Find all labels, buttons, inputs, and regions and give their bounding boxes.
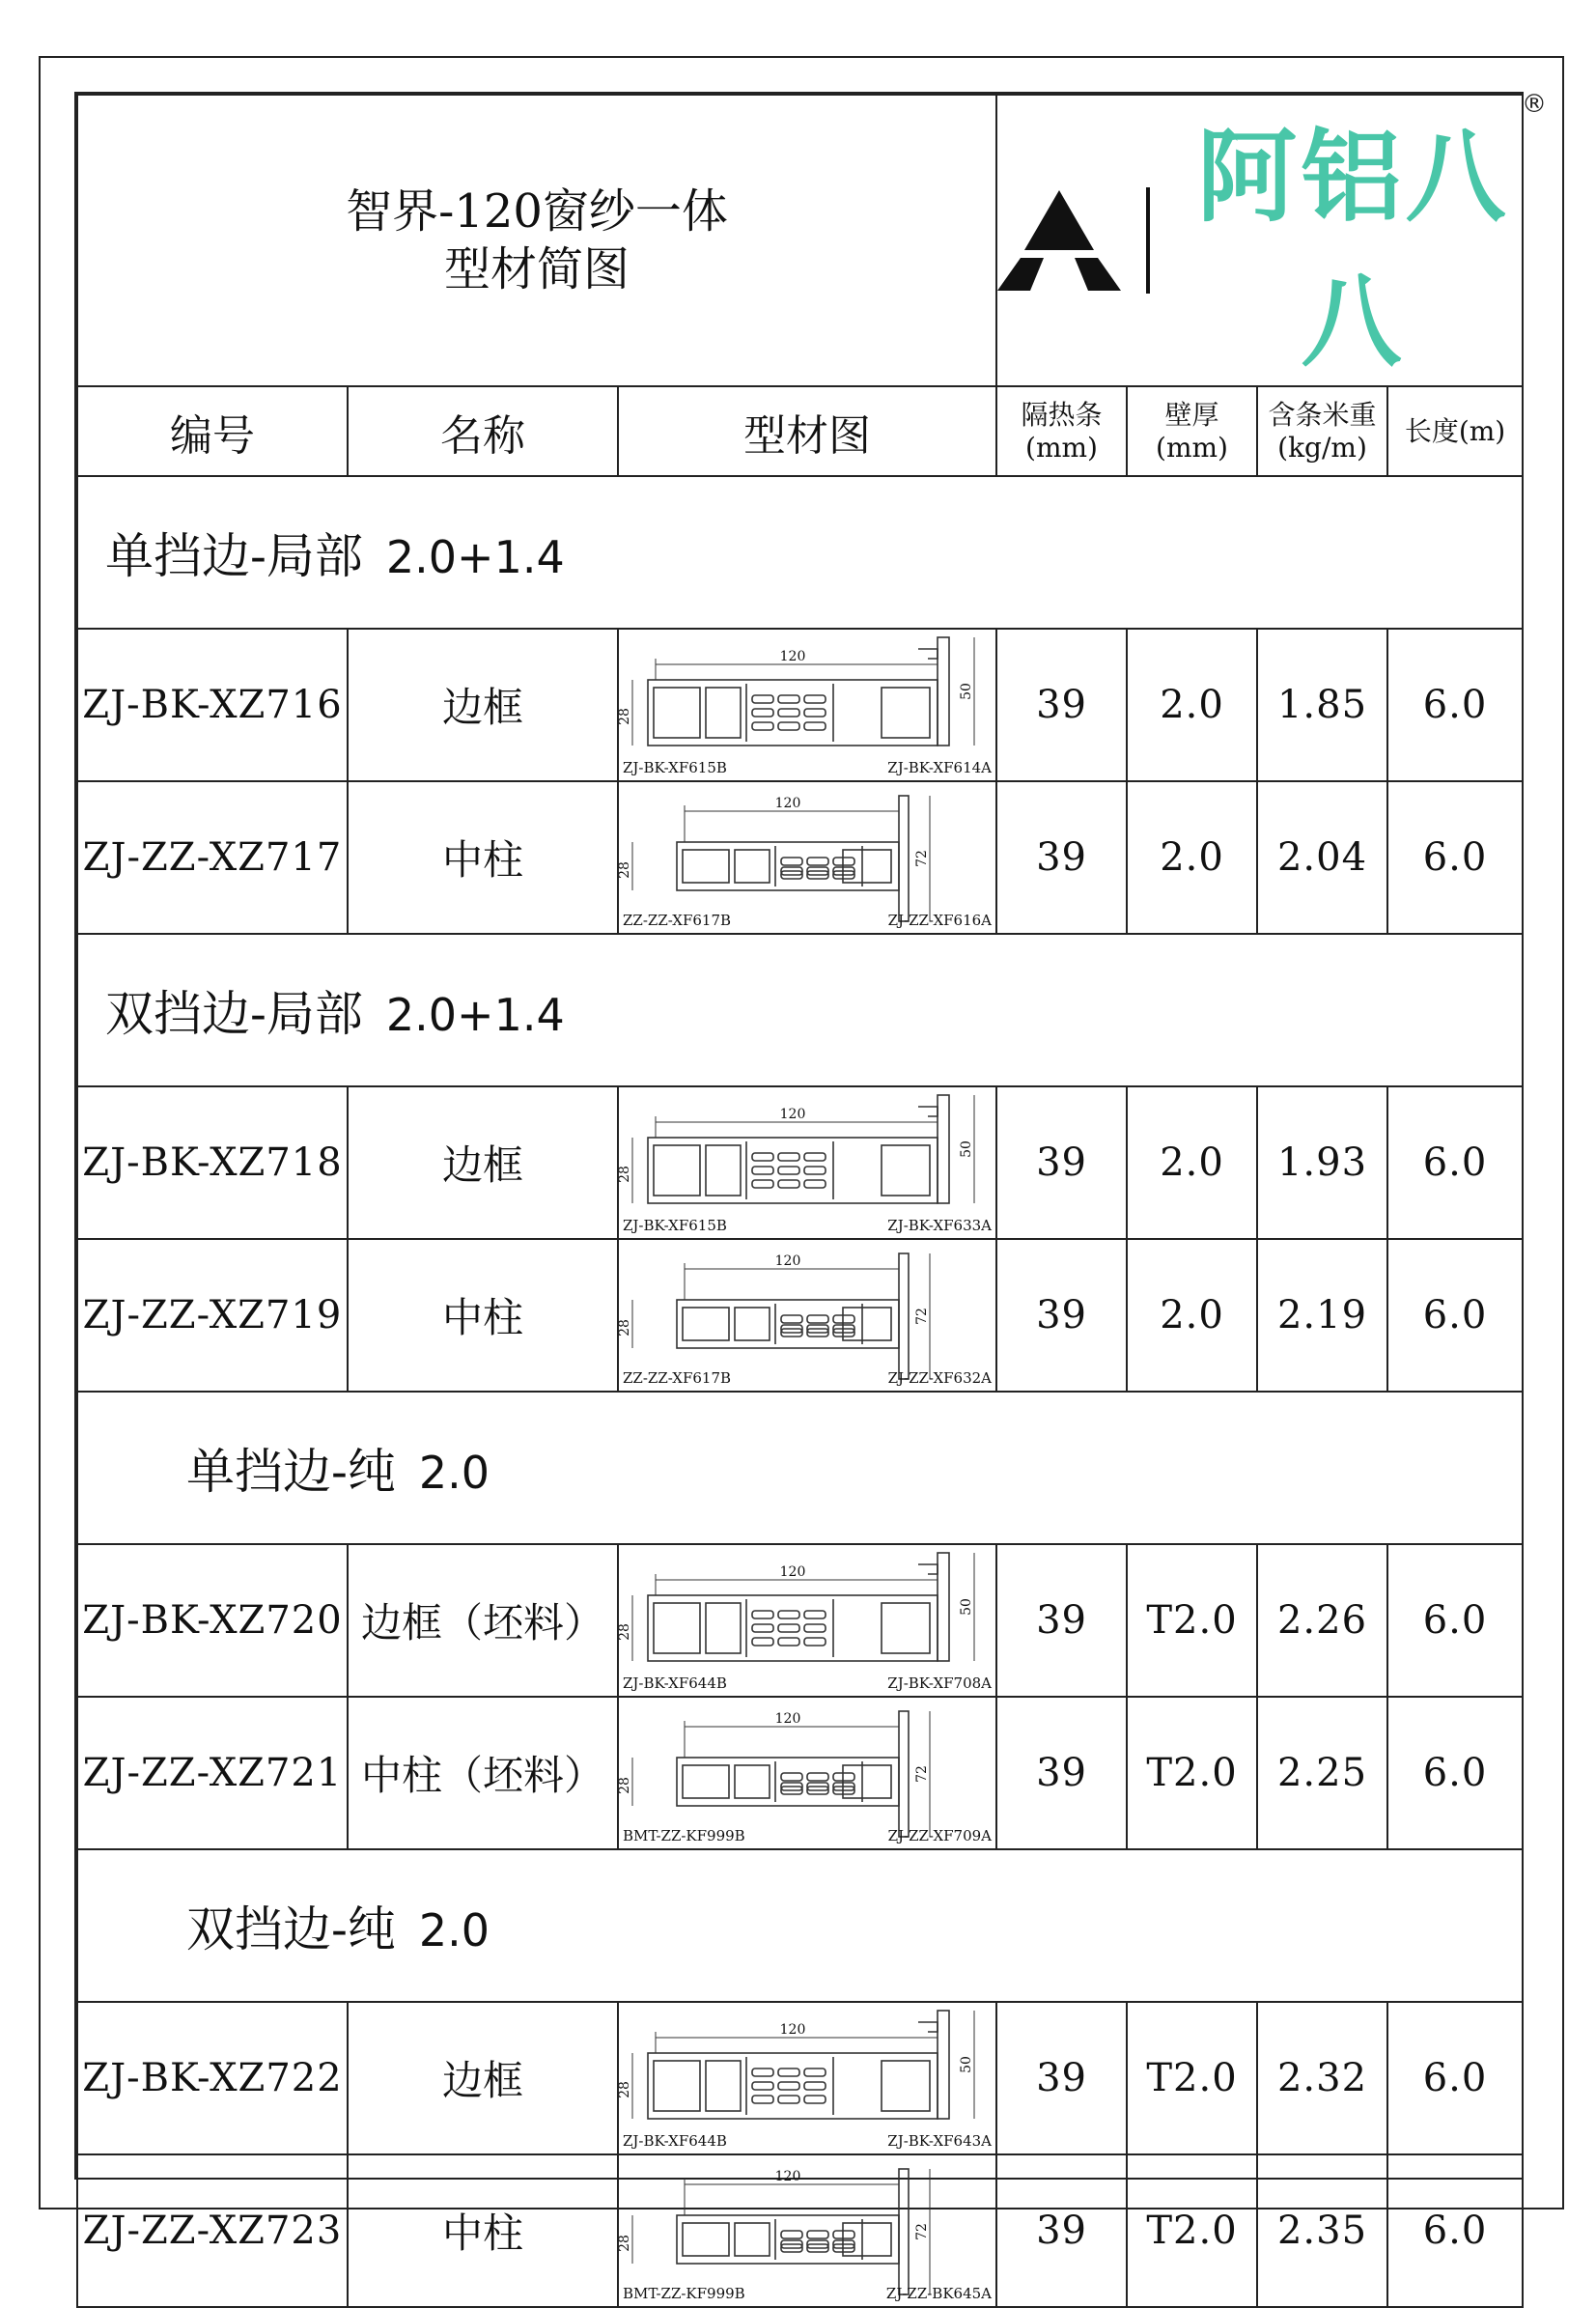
thermal-strip: [804, 695, 826, 703]
meter-weight: 2.35: [1257, 2154, 1387, 2307]
frame-flange: [938, 2011, 949, 2119]
profile-drawing: [618, 781, 996, 934]
profile-sheet: [74, 90, 1552, 2302]
thermal-strip: [781, 2231, 802, 2238]
meter-weight: 2.19: [1257, 1239, 1387, 1392]
frame-flange: [938, 637, 949, 746]
thermal-strip: [807, 1315, 828, 1323]
height-dimension-label: 28: [617, 1319, 632, 1337]
profile-length: 6.0: [1387, 1544, 1523, 1697]
profile-chamber: [706, 2061, 741, 2111]
frame-flange: [938, 1553, 949, 1661]
profile-outline: [648, 2053, 938, 2119]
width-dimension-label: 120: [779, 1564, 806, 1580]
thermal-strip: [778, 1638, 799, 1646]
section-title: [77, 1392, 1523, 1544]
profile-chamber: [882, 1145, 930, 1196]
profile-code: ZJ-BK-XZ722: [77, 2002, 348, 2154]
sheet-title: [77, 95, 996, 386]
mullion-tee: [899, 1711, 909, 1837]
profile-length: 6.0: [1387, 1239, 1523, 1392]
thermal-strip: [833, 1773, 854, 1781]
thermal-strip: [778, 722, 799, 730]
profile-chamber: [735, 1765, 770, 1798]
thermal-strip: [778, 2082, 799, 2090]
table-row: [77, 1086, 1523, 1239]
thermal-strip: [752, 695, 773, 703]
side-dimension-label: 72: [914, 850, 930, 867]
profile-chamber: [654, 2061, 700, 2111]
meter-weight: 2.04: [1257, 781, 1387, 934]
frame-lip: [918, 2022, 938, 2032]
side-dimension-label: 72: [914, 1308, 930, 1325]
profile-length: 6.0: [1387, 2154, 1523, 2307]
strip-width: 39: [996, 781, 1127, 934]
profile-name: 中柱: [348, 781, 618, 934]
wall-thickness: 2.0: [1127, 1086, 1257, 1239]
wall-thickness: T2.0: [1127, 1697, 1257, 1849]
height-dimension-label: 28: [617, 2235, 632, 2252]
thermal-strip: [778, 695, 799, 703]
profile-code: ZJ-BK-XZ718: [77, 1086, 348, 1239]
brand-name-text: 阿铝八八: [1196, 118, 1510, 380]
part-code-left: ZJ-BK-XF644B: [623, 2132, 727, 2150]
thermal-strip: [804, 722, 826, 730]
header-strip: [996, 386, 1127, 476]
profile-chamber: [882, 688, 930, 738]
meter-weight: 1.93: [1257, 1086, 1387, 1239]
part-code-right: ZJ-BK-XF614A: [887, 759, 992, 776]
profile-outline: [648, 1595, 938, 1661]
width-dimension-label: 120: [779, 649, 806, 664]
profile-name: 边框: [348, 629, 618, 781]
thermal-strip: [778, 2096, 799, 2103]
header-wall-label: 壁厚: [1164, 398, 1219, 431]
part-code-right: ZJ-ZZ-XF709A: [887, 1827, 992, 1844]
profile-drawing: [618, 2154, 996, 2307]
profile-length: 6.0: [1387, 781, 1523, 934]
profile-code: ZJ-ZZ-XZ717: [77, 781, 348, 934]
width-dimension-label: 120: [774, 1253, 801, 1269]
part-code-right: ZJ-ZZ-XF616A: [887, 912, 992, 929]
table-row: [77, 2002, 1523, 2154]
side-dimension-label: 50: [959, 2056, 974, 2073]
table-row: [77, 629, 1523, 781]
section-spec: 2.0+1.4: [385, 989, 565, 1041]
thermal-strip: [752, 2082, 773, 2090]
frame-profile-drawing: [619, 2005, 995, 2152]
thermal-strip: [833, 2231, 854, 2238]
thermal-strip: [752, 1638, 773, 1646]
profile-name: 中柱（坯料）: [348, 1697, 618, 1849]
frame-flange: [938, 1095, 949, 1203]
strip-width: 39: [996, 2002, 1127, 2154]
header-wall-unit: (mm): [1156, 431, 1228, 464]
part-code-left: BMT-ZZ-KF999B: [623, 2285, 745, 2302]
profile-length: 6.0: [1387, 2002, 1523, 2154]
frame-lip: [918, 1564, 938, 1574]
header-weight: [1257, 386, 1387, 476]
thermal-strip: [833, 1315, 854, 1323]
strip-width: 39: [996, 1697, 1127, 1849]
mullion-tee: [899, 2169, 909, 2294]
profile-chamber: [882, 2061, 930, 2111]
profile-chamber: [654, 688, 700, 738]
part-code-right: ZJ-ZZ-XF632A: [887, 1369, 992, 1387]
profile-chamber: [735, 850, 770, 883]
side-dimension-label: 50: [959, 683, 974, 700]
profile-length: 6.0: [1387, 1697, 1523, 1849]
thermal-strip: [752, 1624, 773, 1632]
header-weight-label: 含条米重: [1268, 398, 1377, 431]
table-row: [77, 2154, 1523, 2307]
profile-code: ZJ-ZZ-XZ721: [77, 1697, 348, 1849]
section-name: 单挡边-纯: [186, 1444, 396, 1500]
wall-thickness: 2.0: [1127, 629, 1257, 781]
thermal-strip: [778, 2069, 799, 2076]
profile-name: 边框: [348, 2002, 618, 2154]
thermal-strip: [804, 1180, 826, 1188]
side-dimension-label: 50: [959, 1598, 974, 1616]
profile-code: ZJ-BK-XZ720: [77, 1544, 348, 1697]
thermal-strip: [804, 1638, 826, 1646]
frame-lip: [918, 649, 938, 659]
table-row: [77, 781, 1523, 934]
meter-weight: 2.25: [1257, 1697, 1387, 1849]
thermal-strip: [804, 1611, 826, 1618]
strip-width: 39: [996, 629, 1127, 781]
mullion-profile-drawing: [619, 784, 995, 931]
header-drawing: 型材图: [618, 386, 996, 476]
part-code-left: BMT-ZZ-KF999B: [623, 1827, 745, 1844]
profile-outline: [648, 680, 938, 746]
strip-width: 39: [996, 1239, 1127, 1392]
thermal-strip: [807, 1773, 828, 1781]
part-code-left: ZZ-ZZ-XF617B: [623, 912, 732, 929]
profile-name: 边框（坯料）: [348, 1544, 618, 1697]
thermal-strip: [752, 722, 773, 730]
thermal-strip: [752, 709, 773, 717]
mullion-profile-drawing: [619, 2157, 995, 2304]
strip-width: 39: [996, 1544, 1127, 1697]
height-dimension-label: 28: [617, 2081, 632, 2098]
profile-drawing: [618, 1239, 996, 1392]
profile-chamber: [843, 2223, 891, 2256]
thermal-strip: [804, 2096, 826, 2103]
header-wall: [1127, 386, 1257, 476]
mullion-profile-drawing: [619, 1700, 995, 1846]
mullion-tee: [899, 1253, 909, 1379]
thermal-strip: [804, 709, 826, 717]
width-dimension-label: 120: [774, 1711, 801, 1727]
wall-thickness: T2.0: [1127, 2154, 1257, 2307]
profile-drawing: [618, 1086, 996, 1239]
height-dimension-label: 28: [617, 861, 632, 879]
frame-profile-drawing: [619, 1089, 995, 1236]
width-dimension-label: 120: [774, 2169, 801, 2184]
profile-drawing: [618, 2002, 996, 2154]
thermal-strip: [804, 2082, 826, 2090]
thermal-strip: [778, 1180, 799, 1188]
part-code-right: ZJ-BK-XF708A: [887, 1675, 992, 1692]
title-line-2: 型材简图: [444, 242, 630, 296]
profile-drawing: [618, 1544, 996, 1697]
thermal-strip: [804, 1167, 826, 1174]
profile-name: 中柱: [348, 2154, 618, 2307]
mullion-profile-drawing: [619, 1242, 995, 1389]
profile-chamber: [683, 2223, 729, 2256]
profile-drawing: [618, 1697, 996, 1849]
thermal-strip: [804, 1153, 826, 1161]
wall-thickness: T2.0: [1127, 2002, 1257, 2154]
section-name: 单挡边-局部: [105, 528, 363, 584]
header-code: 编号: [77, 386, 348, 476]
section-spec: 2.0: [418, 1447, 490, 1499]
thermal-strip: [804, 1624, 826, 1632]
table-row: [77, 1697, 1523, 1849]
profile-chamber: [683, 1765, 729, 1798]
section-title: [77, 934, 1523, 1086]
header-weight-unit: (kg/m): [1277, 431, 1367, 464]
part-code-right: ZJ-ZZ-BK645A: [885, 2285, 992, 2302]
section-spec: 2.0: [418, 1904, 490, 1956]
thermal-strip: [781, 1773, 802, 1781]
thermal-strip: [781, 858, 802, 865]
height-dimension-label: 28: [617, 1777, 632, 1794]
mullion-tee: [899, 796, 909, 921]
strip-width: 39: [996, 1086, 1127, 1239]
wall-thickness: T2.0: [1127, 1544, 1257, 1697]
profile-length: 6.0: [1387, 1086, 1523, 1239]
thermal-strip: [778, 709, 799, 717]
side-dimension-label: 72: [914, 2223, 930, 2240]
profile-chamber: [843, 850, 891, 883]
thermal-strip: [752, 1167, 773, 1174]
profile-drawing: [618, 629, 996, 781]
width-dimension-label: 120: [774, 796, 801, 811]
thermal-strip: [752, 2069, 773, 2076]
side-dimension-label: 72: [914, 1765, 930, 1783]
part-code-right: ZJ-BK-XF643A: [887, 2132, 992, 2150]
wall-thickness: 2.0: [1127, 781, 1257, 934]
part-code-left: ZJ-BK-XF644B: [623, 1675, 727, 1692]
profile-name: 中柱: [348, 1239, 618, 1392]
part-code-left: ZZ-ZZ-XF617B: [623, 1369, 732, 1387]
thermal-strip: [752, 1153, 773, 1161]
height-dimension-label: 28: [617, 1166, 632, 1183]
thermal-strip: [752, 2096, 773, 2103]
profile-chamber: [683, 850, 729, 883]
part-code-left: ZJ-BK-XF615B: [623, 1217, 727, 1234]
thermal-strip: [778, 1153, 799, 1161]
width-dimension-label: 120: [779, 2022, 806, 2038]
thermal-strip: [778, 1624, 799, 1632]
profile-chamber: [735, 2223, 770, 2256]
side-dimension-label: 50: [959, 1140, 974, 1158]
profile-chamber: [735, 1308, 770, 1340]
profile-chamber: [706, 1145, 741, 1196]
thermal-strip: [778, 1611, 799, 1618]
table-row: [77, 1239, 1523, 1392]
header-strip-label: 隔热条: [1021, 398, 1103, 431]
profile-code: ZJ-BK-XZ716: [77, 629, 348, 781]
profile-table: [76, 90, 1552, 2308]
profile-chamber: [706, 1603, 741, 1653]
thermal-strip: [781, 1315, 802, 1323]
section-name: 双挡边-局部: [105, 986, 363, 1042]
section-spec: 2.0+1.4: [385, 531, 565, 583]
brand-name: [1185, 90, 1552, 385]
profile-chamber: [843, 1308, 891, 1340]
profile-code: ZJ-ZZ-XZ719: [77, 1239, 348, 1392]
frame-profile-drawing: [619, 632, 995, 778]
header-name: 名称: [348, 386, 618, 476]
thermal-strip: [807, 858, 828, 865]
strip-width: 39: [996, 2154, 1127, 2307]
thermal-strip: [778, 1167, 799, 1174]
frame-lip: [918, 1107, 938, 1116]
header-length: 长度(m): [1387, 386, 1523, 476]
section-name: 双挡边-纯: [186, 1901, 396, 1957]
part-code-left: ZJ-BK-XF615B: [623, 759, 727, 776]
height-dimension-label: 28: [617, 708, 632, 725]
thermal-strip: [752, 1180, 773, 1188]
part-code-right: ZJ-BK-XF633A: [887, 1217, 992, 1234]
logo-divider: [1146, 187, 1150, 294]
meter-weight: 1.85: [1257, 629, 1387, 781]
brand-logo: [996, 90, 1552, 386]
triangle-logo-icon: [997, 190, 1121, 291]
thermal-strip: [833, 858, 854, 865]
header-strip-unit: (mm): [1025, 431, 1098, 464]
height-dimension-label: 28: [617, 1623, 632, 1641]
meter-weight: 2.32: [1257, 2002, 1387, 2154]
profile-chamber: [654, 1603, 700, 1653]
title-line-1: 智界-120窗纱一体: [346, 184, 728, 239]
thermal-strip: [752, 1611, 773, 1618]
profile-chamber: [706, 688, 741, 738]
profile-chamber: [654, 1145, 700, 1196]
meter-weight: 2.26: [1257, 1544, 1387, 1697]
profile-chamber: [683, 1308, 729, 1340]
frame-profile-drawing: [619, 1547, 995, 1694]
wall-thickness: 2.0: [1127, 1239, 1257, 1392]
thermal-strip: [807, 2231, 828, 2238]
thermal-strip: [804, 2069, 826, 2076]
registered-mark: ®: [1522, 90, 1552, 119]
profile-code: ZJ-ZZ-XZ723: [77, 2154, 348, 2307]
section-title: [77, 476, 1523, 629]
profile-chamber: [882, 1603, 930, 1653]
section-title: [77, 1849, 1523, 2002]
table-row: [77, 1544, 1523, 1697]
profile-length: 6.0: [1387, 629, 1523, 781]
profile-outline: [648, 1138, 938, 1203]
width-dimension-label: 120: [779, 1107, 806, 1122]
profile-chamber: [843, 1765, 891, 1798]
profile-name: 边框: [348, 1086, 618, 1239]
